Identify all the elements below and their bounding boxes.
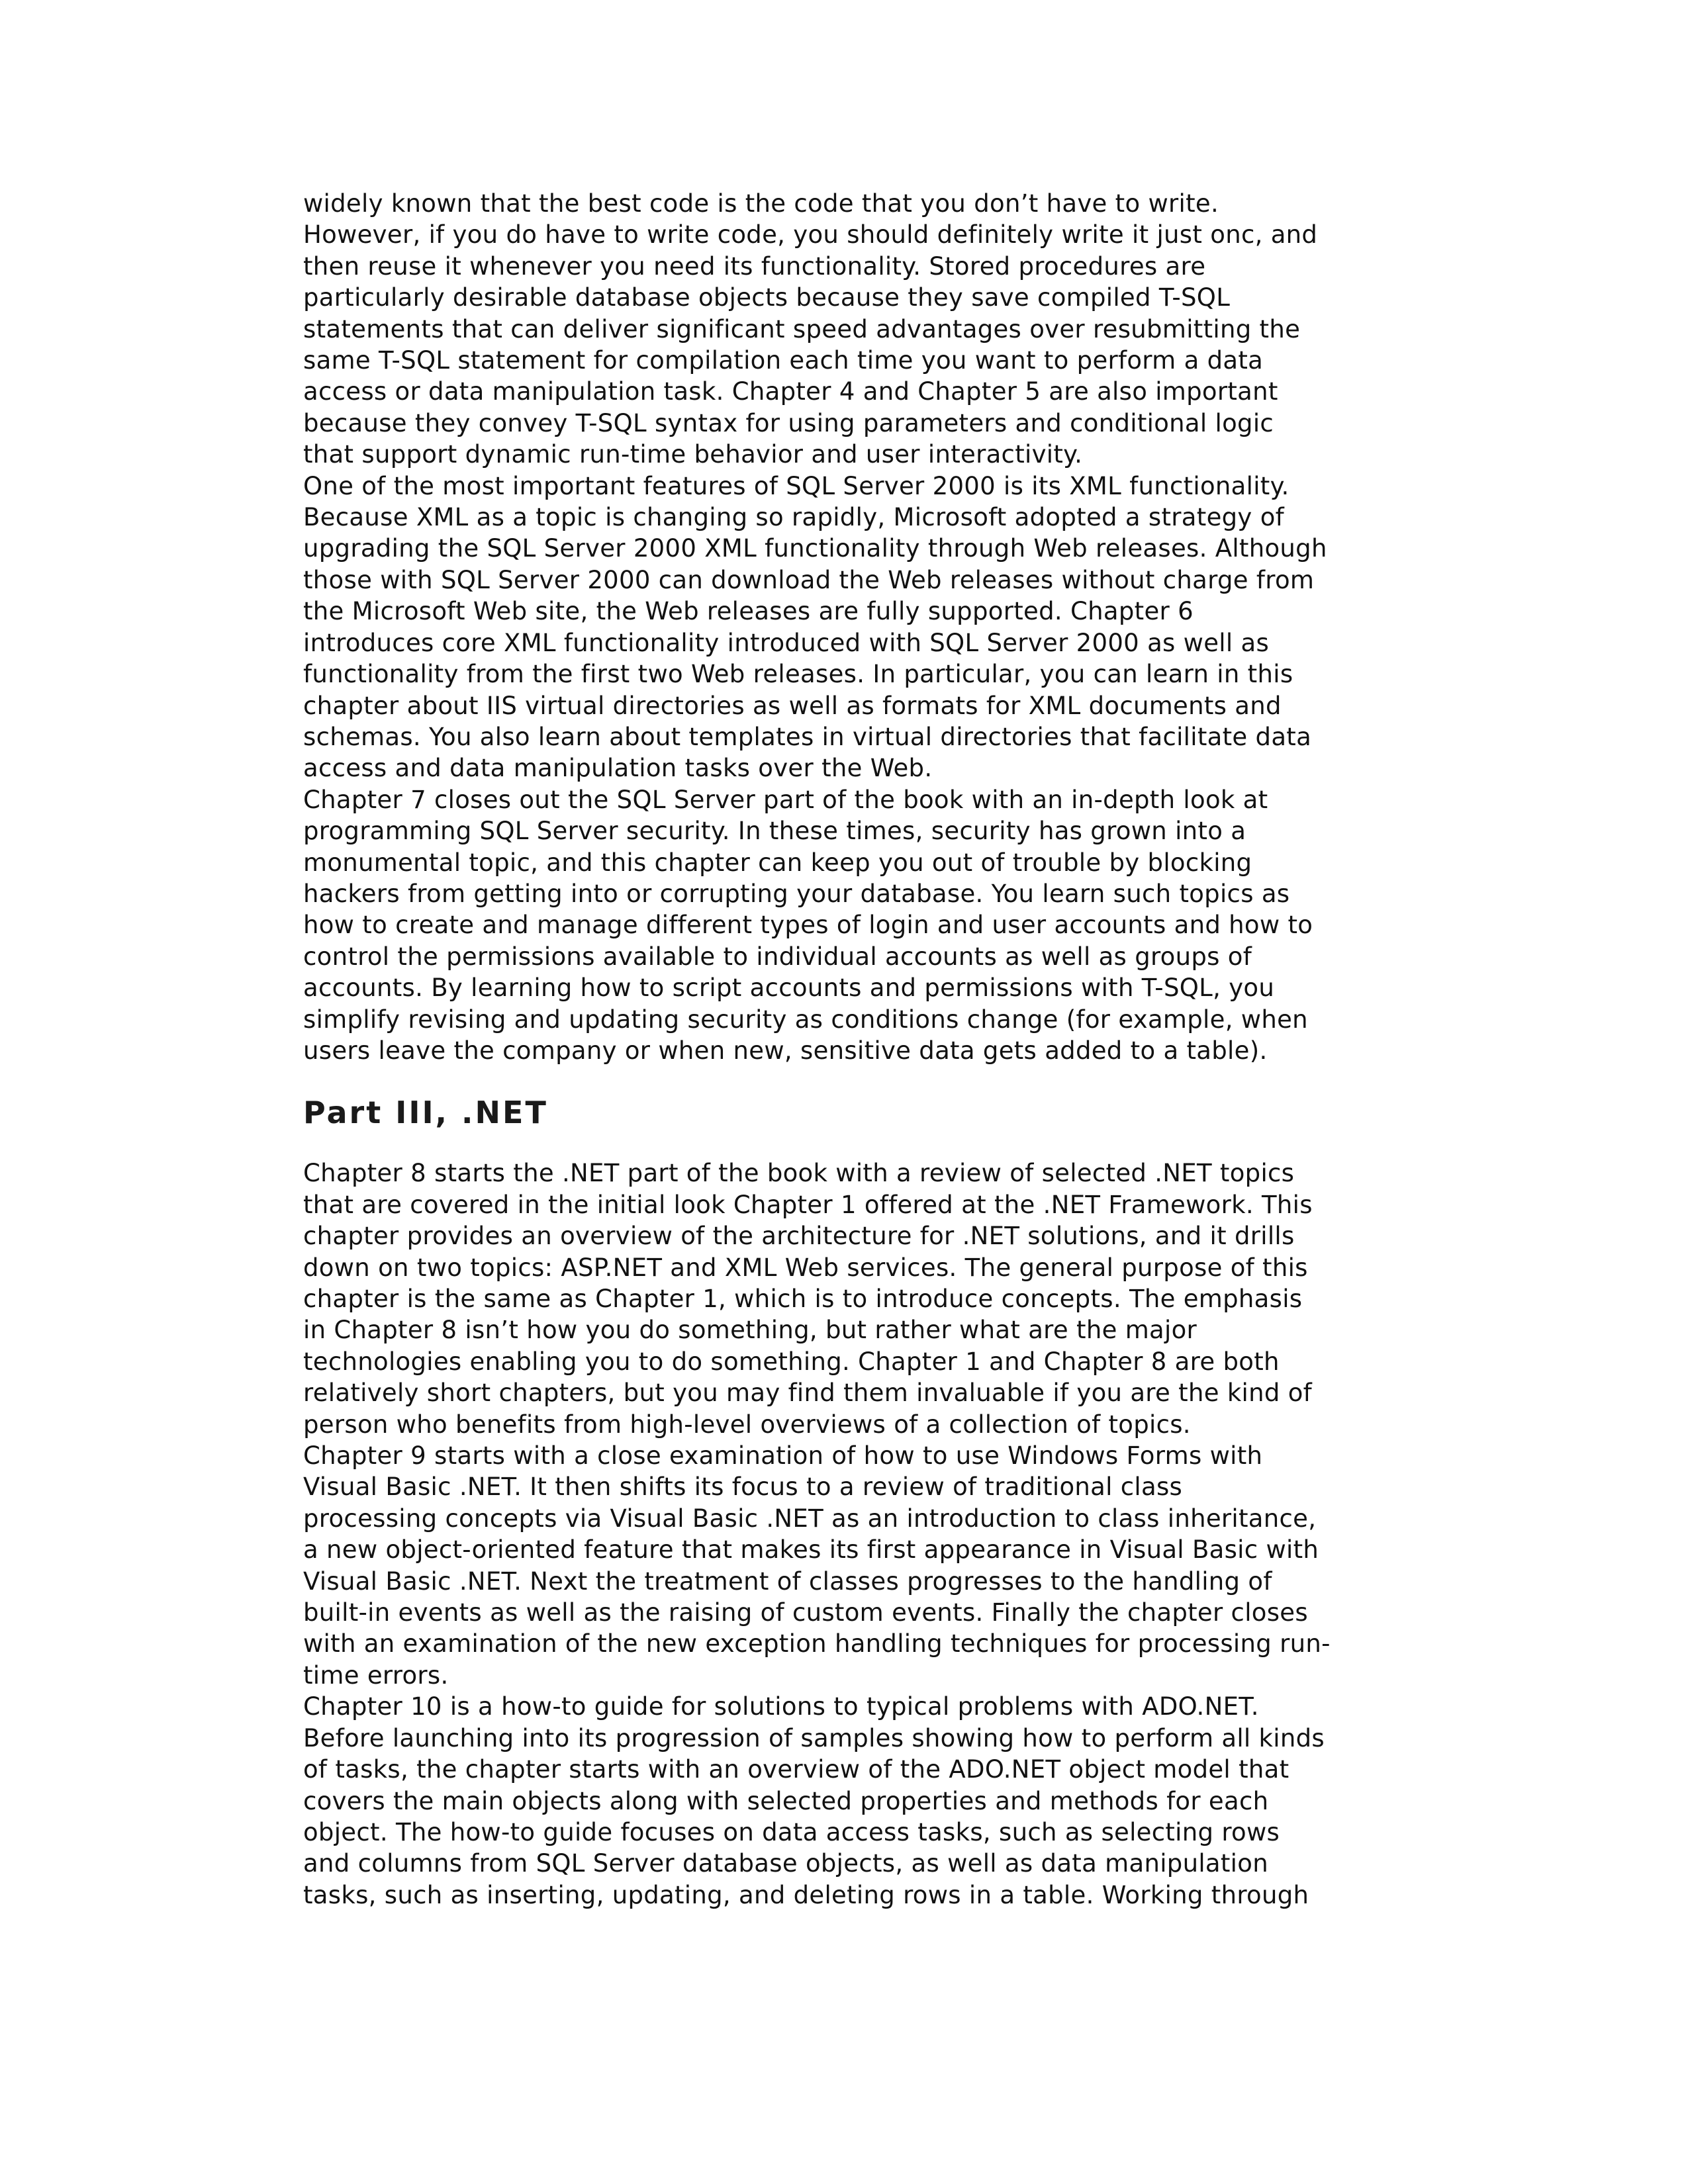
body-text-column (303, 188, 1389, 1911)
section-heading-part-iii: Part III, .NET (303, 1095, 548, 1131)
paragraph-xml-functionality: One of the most important features of SQL Server 2000 is its XML functionality. Because XML as a topic is changing so rapidly, Microsoft adopted a strategy of upgrading the SQL Server 2000 XML functionality through Web releases. Although those with SQL Server 2000 can download the Web releases without charge from the Microsoft Web site, the Web releases are fully supported. Chapter 6 introduces core XML functionality introduced with SQL Server 2000 as well as functionality from the first two Web releases. In particular, you can learn in this chapter about IIS virtual directories as well as formats for XML documents and schemas. You also learn about templates in virtual directories that facilitate data access and data manipulation tasks over the Web. (303, 471, 1327, 783)
paragraph-chapter-10: Chapter 10 is a how-to guide for solutions to typical problems with ADO.NET. Before launching into its progression of samples showing how to perform all kinds of tasks, the chapter starts with an overview of the ADO.NET object model that covers the main objects along with selected properties and methods for each object. The how-to guide focuses on data access tasks, such as selecting rows and columns from SQL Server database objects, as well as data manipulation tasks, such as inserting, updating, and deleting rows in a table. Working through (303, 1692, 1325, 1909)
paragraph-chapter-8: Chapter 8 starts the .NET part of the book with a review of selected .NET topics that are covered in the initial look Chapter 1 offered at the .NET Framework. This chapter provides an overview of the architecture for .NET solutions, and it drills down on two topics: ASP.NET and XML Web services. The general purpose of this chapter is the same as Chapter 1, which is to introduce concepts. The emphasis in Chapter 8 isn’t how you do something, but rather what are the major technologies enabling you to do something. Chapter 1 and Chapter 8 are both relatively short chapters, but you may find them invaluable if you are the kind of person who benefits from high-level overviews of a collection of topics. (303, 1159, 1313, 1439)
paragraph-chapter-9: Chapter 9 starts with a close examination of how to use Windows Forms with Visual Basic .NET. It then shifts its focus to a review of traditional class processing concepts via Visual Basic .NET as an introduction to class inheritance, a new object-oriented feature that makes its first appearance in Visual Basic with Visual Basic .NET. Next the treatment of classes progresses to the handling of built-in events as well as the raising of custom events. Finally the chapter closes with an examination of the new exception handling techniques for processing run- time errors. (303, 1441, 1331, 1690)
paragraph-security: Chapter 7 closes out the SQL Server part of the book with an in-depth look at programming SQL Server security. In these times, security has grown into a monumental topic, and this chapter can keep you out of trouble by blocking hackers from getting into or corrupting your database. You learn such topics as how to create and manage different types of login and user accounts and how to control the permissions available to individual accounts as well as groups of accounts. By learning how to script accounts and permissions with T-SQL, you simplify revising and updating security as conditions change (for example, when users leave the company or when new, sensitive data gets added to a table). (303, 785, 1313, 1065)
paragraph-stored-procedures: widely known that the best code is the code that you don’t have to write. However, if you do have to write code, you should definitely write it just onc, and then reuse it whenever you need its functionality. Stored procedures are particularly desirable database objects because they save compiled T-SQL statements that can deliver significant speed advantages over resubmitting the same T-SQL statement for compilation each time you want to perform a data access or data manipulation task. Chapter 4 and Chapter 5 are also important because they convey T-SQL syntax for using parameters and conditional logic that support dynamic run-time behavior and user interactivity. (303, 189, 1318, 469)
